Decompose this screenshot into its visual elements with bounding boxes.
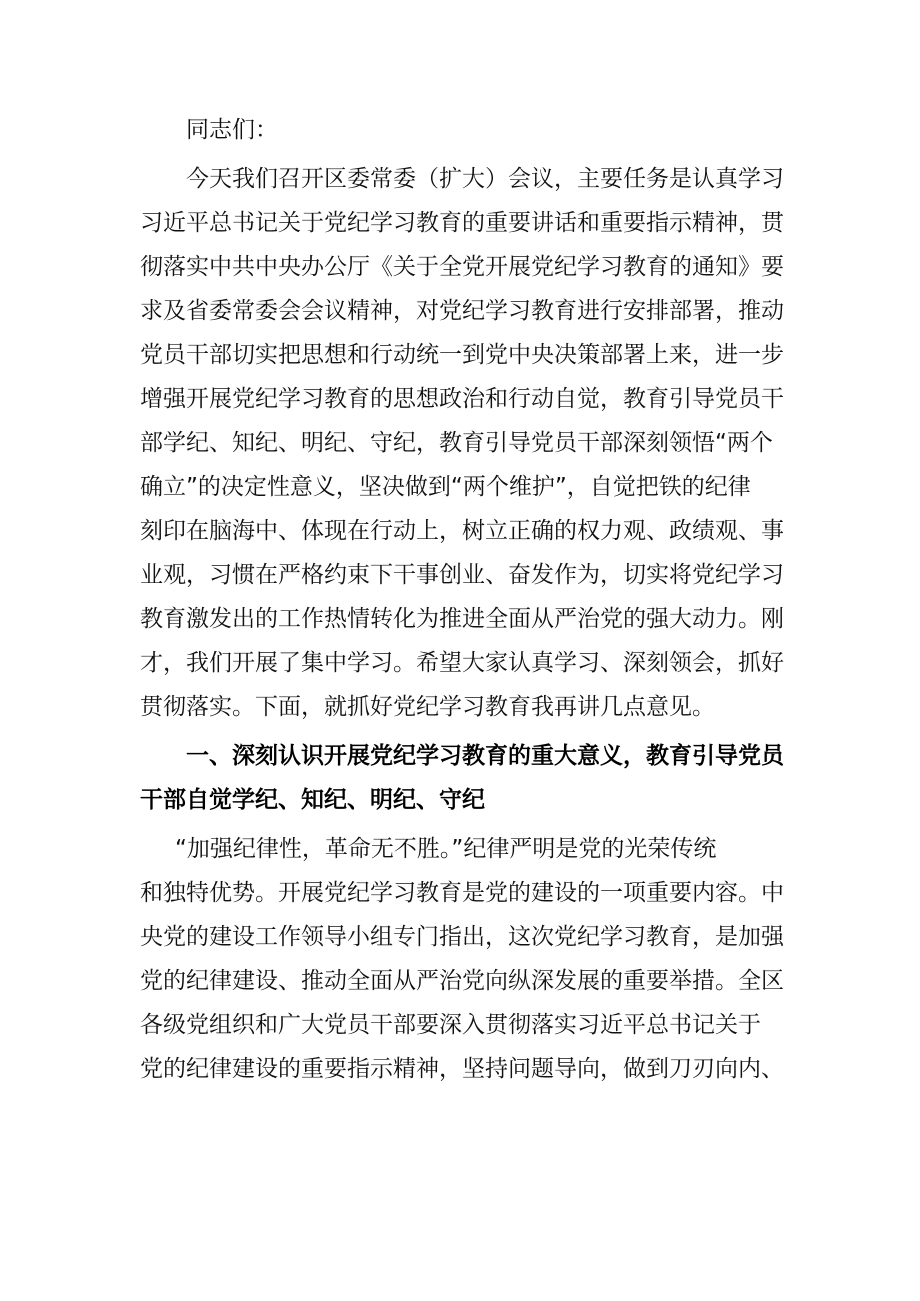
paragraph-line: 教育激发出的工作热情转化为推进全面从严治党的强大动力。刚 <box>140 606 784 632</box>
paragraph-line: 刻印在脑海中、体现在行动上，树立正确的权力观、政绩观、事 <box>140 518 784 544</box>
paragraph-line: 彻落实中共中央办公厅《关于全党开展党纪学习教育的通知》要 <box>140 254 784 280</box>
section-heading-line: 干部自觉学纪、知纪、明纪、守纪 <box>140 787 485 813</box>
paragraph-line: 求及省委常委会会议精神，对党纪学习教育进行安排部署，推动 <box>140 298 784 324</box>
paragraph-line: 各级党组织和广大党员干部要深入贯彻落实习近平总书记关于 <box>140 1012 761 1038</box>
paragraph-line: 才，我们开展了集中学习。希望大家认真学习、深刻领会，抓好 <box>140 650 784 676</box>
paragraph-line: 党的纪律建设、推动全面从严治党向纵深发展的重要举措。全区 <box>140 968 784 994</box>
paragraph-line: 部学纪、知纪、明纪、守纪，教育引导党员干部深刻领悟“两个 <box>140 430 773 456</box>
paragraph-line: 业观，习惯在严格约束下干事创业、奋发作为，切实将党纪学习 <box>140 562 784 588</box>
paragraph-line: 央党的建设工作领导小组专门指出，这次党纪学习教育，是加强 <box>140 924 784 950</box>
paragraph-line: 增强开展党纪学习教育的思想政治和行动自觉，教育引导党员干 <box>140 386 784 412</box>
salutation: 同志们： <box>186 117 278 143</box>
paragraph-line: 和独特优势。开展党纪学习教育是党的建设的一项重要内容。中 <box>140 880 784 906</box>
paragraph-line: 党的纪律建设的重要指示精神，坚持问题导向，做到刀刃向内、 <box>140 1056 784 1082</box>
paragraph-line: 党员干部切实把思想和行动统一到党中央决策部署上来，进一步 <box>140 342 784 368</box>
paragraph-line: 贯彻落实。下面，就抓好党纪学习教育我再讲几点意见。 <box>140 694 715 720</box>
paragraph-line: 习近平总书记关于党纪学习教育的重要讲话和重要指示精神，贯 <box>140 210 784 236</box>
paragraph-line: “加强纪律性，革命无不胜。”纪律严明是党的光荣传统 <box>175 836 717 862</box>
paragraph-line: 今天我们召开区委常委（扩大）会议，主要任务是认真学习 <box>186 166 784 192</box>
section-heading-line: 一、深刻认识开展党纪学习教育的重大意义，教育引导党员 <box>186 743 784 769</box>
paragraph-line: 确立”的决定性意义，坚决做到“两个维护”，自觉把铁的纪律 <box>140 474 751 500</box>
